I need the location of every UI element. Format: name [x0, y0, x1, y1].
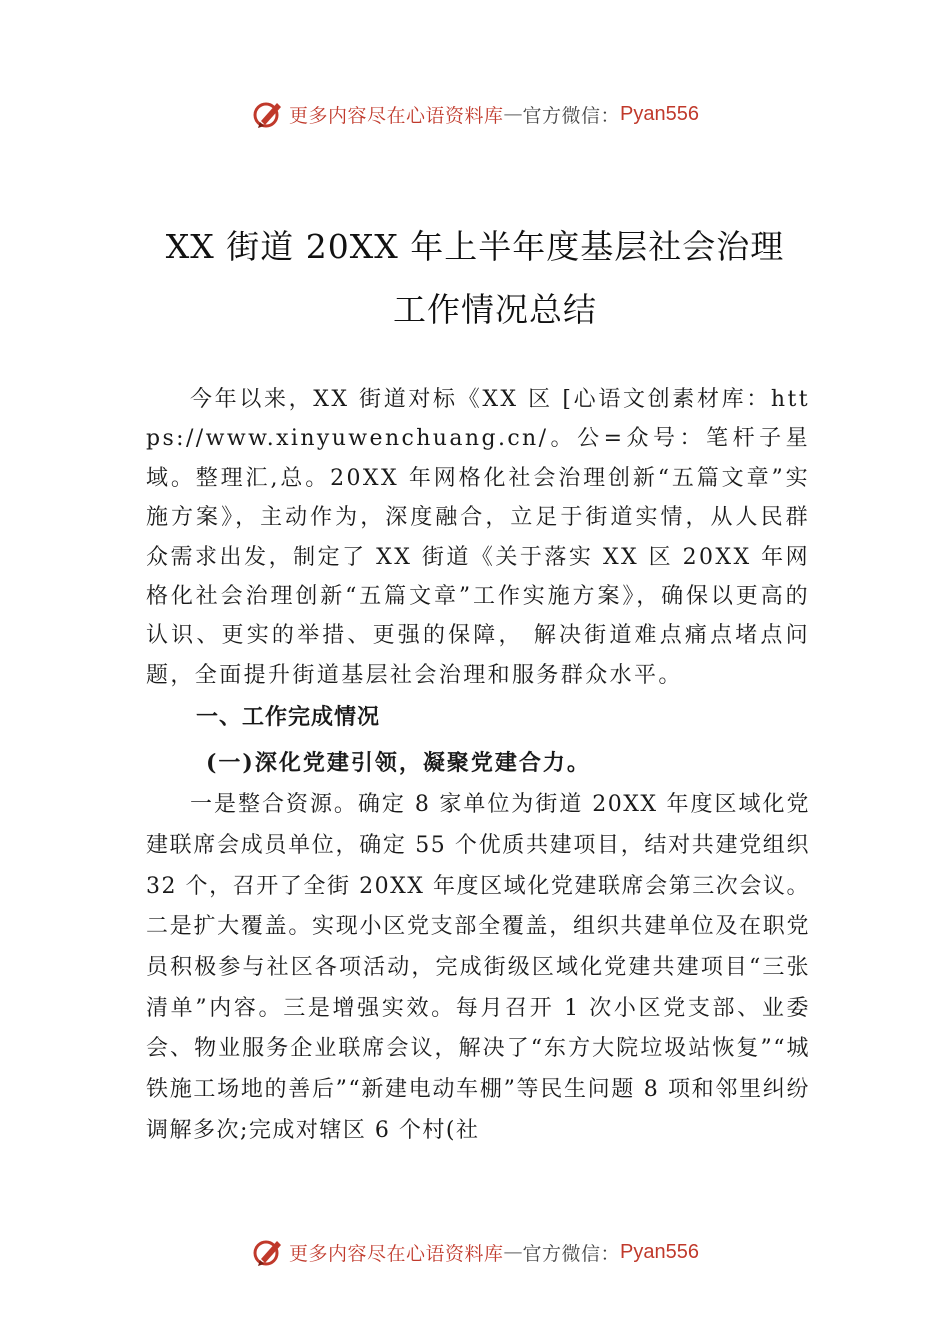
watermark-separator: — — [503, 1241, 523, 1263]
pen-logo-icon — [251, 1235, 285, 1269]
watermark-text: 更多内容尽在心语资料库 — [289, 104, 504, 127]
intro-paragraph: 今年以来，XX 街道对标《XX 区 [心语文创素材库：https://www.xinyuwenchuang.cn/。公=众号：笔杆子星域。整理汇,总。20XX 年网格化社会治理创新“五篇文章”实施方案》，主动作为，深度融合，立足于街道实情，从人民群众需求出发，制定了 XX 街道《关于落实 XX 区 20XX 年网格化社会治理创新“五篇文章”工作实施方案》，确保以更高的认识、更实的举措、更强的保障， 解决街道难点痛点堵点问题，全面提升街道基层社会治理和服务群众水平。 — [146, 387, 810, 688]
watermark-account: Pyan556 — [620, 102, 699, 125]
subsection-heading: (一)深化党建引领，凝聚党建合力。 — [206, 750, 591, 777]
watermark-separator: — — [503, 103, 523, 125]
watermark-text: 更多内容尽在心语资料库 — [289, 1242, 504, 1265]
pen-logo-icon — [251, 97, 285, 131]
watermark-label: 官方微信： — [522, 104, 621, 127]
watermark-account: Pyan556 — [620, 1240, 699, 1263]
document-body — [146, 380, 810, 1152]
watermark-header — [0, 94, 950, 134]
document-title-line1: XX 街道 20XX 年上半年度基层社会治理 — [165, 227, 785, 266]
section-heading: 一、工作完成情况 — [196, 705, 381, 731]
body-paragraph: 一是整合资源。确定 8 家单位为街道 20XX 年度区域化党建联席会成员单位，确定 55 个优质共建项目，结对共建党组织 32 个，召开了全街 20XX 年度区域化党建联席会第三次会议。二是扩大覆盖。实现小区党支部全覆盖，组织共建单位及在职党员积极参与社区各项活动，完成街级区域化党建共建项目“三张清单”内容。三是增强实效。每月召开 1 次小区党支部、业委会、物业服务企业联席会议，解决了“东方大院垃圾站恢复”“城铁施工场地的善后”“新建电动车棚”等民生问题 8 项和邻里纠纷调解多次;完成对辖区 6 个村(社 — [146, 792, 810, 1143]
watermark-label: 官方微信： — [522, 1242, 621, 1265]
watermark-footer — [0, 1232, 950, 1272]
document-title-line2: 工作情况总结 — [393, 290, 597, 329]
